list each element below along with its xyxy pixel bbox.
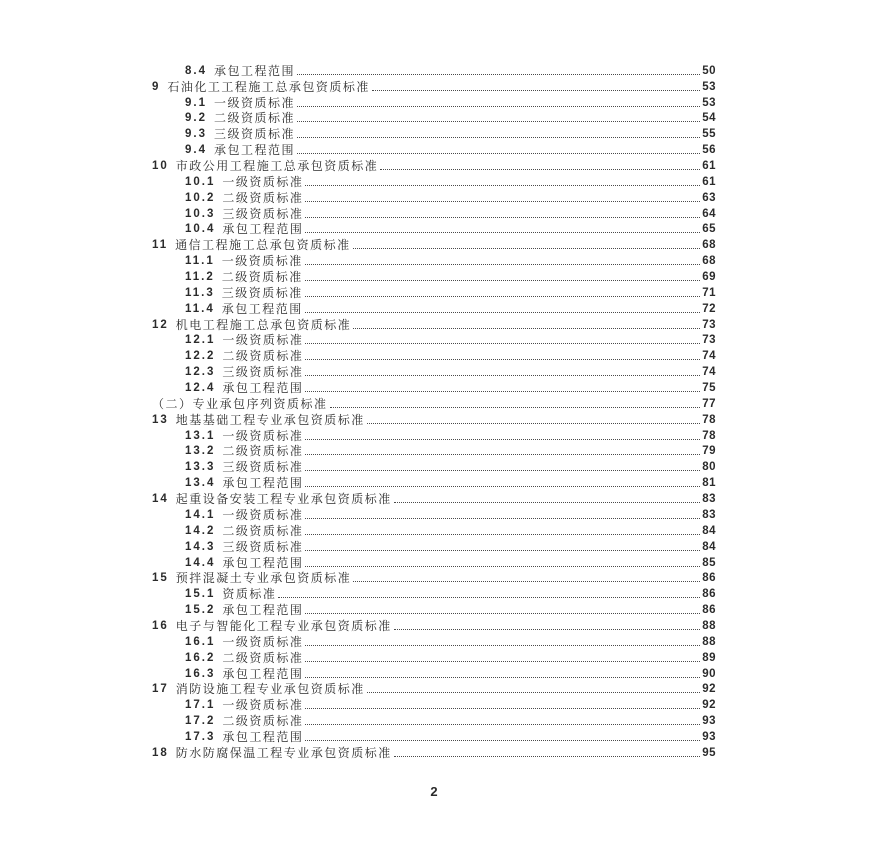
entry-title: 防水防腐保温工程专业承包资质标准 — [175, 745, 392, 760]
dotted-leader — [305, 566, 700, 567]
entry-number: 14 — [152, 493, 169, 506]
entry-number: 13.2 — [185, 445, 216, 458]
entry-number: 13.4 — [185, 477, 216, 490]
toc-entry — [152, 363, 716, 379]
entry-title: 市政公用工程施工总承包资质标准 — [175, 159, 379, 174]
entry-title: 三级资质标准 — [221, 285, 303, 300]
dotted-leader — [297, 106, 700, 107]
dotted-leader — [297, 121, 700, 122]
page-number: 2 — [430, 784, 438, 799]
entry-title: （二）专业承包序列资质标准 — [152, 396, 328, 411]
dotted-leader — [305, 550, 700, 551]
dotted-leader — [305, 312, 700, 313]
entry-page-number: 68 — [702, 239, 716, 252]
toc-entry — [152, 490, 716, 506]
entry-number: 9 — [152, 80, 161, 93]
dotted-leader — [367, 692, 700, 693]
entry-title: 承包工程范围 — [214, 143, 296, 158]
toc-entry — [152, 157, 716, 173]
dotted-leader — [305, 343, 700, 344]
dotted-leader — [305, 375, 700, 376]
entry-number: 16.3 — [185, 667, 216, 680]
dotted-leader — [394, 502, 700, 503]
entry-number: 13.1 — [185, 429, 216, 442]
toc-entry — [152, 173, 716, 189]
entry-title: 三级资质标准 — [222, 206, 304, 221]
toc-entry — [152, 332, 716, 348]
toc-entry — [152, 141, 716, 157]
toc-entry — [152, 427, 716, 443]
entry-number: 18 — [152, 746, 169, 759]
toc-entry — [152, 744, 716, 760]
dotted-leader — [305, 645, 700, 646]
entry-title: 承包工程范围 — [222, 381, 304, 396]
toc-entry — [152, 411, 716, 427]
entry-number: 11.1 — [185, 255, 215, 268]
dotted-leader — [305, 359, 700, 360]
entry-title: 三级资质标准 — [214, 127, 296, 142]
toc-entry — [152, 633, 716, 649]
entry-number: 11 — [152, 239, 169, 252]
entry-title: 二级资质标准 — [222, 444, 304, 459]
entry-title: 二级资质标准 — [222, 650, 304, 665]
entry-page-number: 72 — [702, 302, 716, 315]
dotted-leader — [394, 756, 700, 757]
entry-number: 12.3 — [185, 366, 216, 379]
entry-title: 一级资质标准 — [222, 507, 304, 522]
toc-entry — [152, 538, 716, 554]
entry-page-number: 71 — [702, 286, 716, 299]
entry-title: 电子与智能化工程专业承包资质标准 — [175, 618, 392, 633]
dotted-leader — [305, 391, 700, 392]
entry-page-number: 56 — [702, 144, 716, 157]
toc-entry — [152, 110, 716, 126]
entry-title: 一级资质标准 — [222, 174, 304, 189]
dotted-leader — [297, 137, 700, 138]
toc-entry — [152, 236, 716, 252]
entry-page-number: 79 — [702, 445, 716, 458]
entry-page-number: 83 — [702, 508, 716, 521]
dotted-leader — [297, 74, 700, 75]
toc-entry — [152, 554, 716, 570]
entry-title: 消防设施工程专业承包资质标准 — [175, 682, 365, 697]
dotted-leader — [305, 280, 700, 281]
entry-number: 11.2 — [185, 271, 215, 284]
dotted-leader — [367, 423, 700, 424]
entry-number: 14.1 — [185, 508, 216, 521]
entry-page-number: 80 — [702, 461, 716, 474]
dotted-leader — [394, 629, 700, 630]
entry-number: 11.3 — [185, 286, 215, 299]
dotted-leader — [353, 581, 700, 582]
entry-title: 承包工程范围 — [222, 729, 304, 744]
dotted-leader — [353, 328, 700, 329]
toc-entry — [152, 522, 716, 538]
entry-page-number: 61 — [702, 175, 716, 188]
dotted-leader — [330, 407, 701, 408]
entry-number: 17.3 — [185, 730, 216, 743]
toc-entry — [152, 62, 716, 78]
dotted-leader — [380, 169, 700, 170]
dotted-leader — [305, 185, 700, 186]
entry-page-number: 75 — [702, 382, 716, 395]
entry-title: 石油化工工程施工总承包资质标准 — [167, 79, 370, 94]
toc-entry — [152, 268, 716, 284]
toc-entry — [152, 617, 716, 633]
dotted-leader — [305, 217, 700, 218]
entry-page-number: 81 — [702, 477, 716, 490]
entry-number: 10 — [152, 160, 169, 173]
entry-number: 15 — [152, 572, 169, 585]
dotted-leader — [278, 597, 700, 598]
entry-title: 二级资质标准 — [214, 111, 296, 126]
entry-page-number: 54 — [702, 112, 716, 125]
dotted-leader — [305, 518, 700, 519]
entry-title: 二级资质标准 — [222, 523, 304, 538]
entry-number: 16.1 — [185, 635, 216, 648]
entry-page-number: 73 — [702, 334, 716, 347]
entry-title: 资质标准 — [222, 587, 277, 602]
entry-number: 16 — [152, 619, 169, 632]
toc-entry — [152, 601, 716, 617]
entry-title: 一级资质标准 — [214, 95, 296, 110]
entry-page-number: 93 — [702, 730, 716, 743]
entry-number: 9.2 — [185, 112, 207, 125]
entry-title: 通信工程施工总承包资质标准 — [175, 238, 351, 253]
entry-number: 17 — [152, 683, 169, 696]
entry-number: 15.2 — [185, 604, 216, 617]
dotted-leader — [305, 439, 700, 440]
entry-title: 预拌混凝土专业承包资质标准 — [175, 571, 352, 586]
toc-entry — [152, 681, 716, 697]
entry-page-number: 84 — [702, 540, 716, 553]
entry-number: 10.4 — [185, 223, 216, 236]
dotted-leader — [305, 613, 700, 614]
entry-title: 承包工程范围 — [221, 301, 303, 316]
dotted-leader — [305, 454, 700, 455]
entry-page-number: 92 — [702, 699, 716, 712]
entry-number: 12 — [152, 318, 169, 331]
entry-title: 一级资质标准 — [221, 254, 303, 269]
entry-title: 承包工程范围 — [214, 63, 296, 78]
entry-title: 三级资质标准 — [222, 539, 304, 554]
entry-title: 承包工程范围 — [222, 555, 304, 570]
entry-title: 地基基础工程专业承包资质标准 — [175, 412, 365, 427]
toc-entry — [152, 221, 716, 237]
toc-entry — [152, 649, 716, 665]
entry-number: 12.4 — [185, 382, 216, 395]
dotted-leader — [305, 708, 700, 709]
entry-title: 一级资质标准 — [222, 428, 304, 443]
entry-title: 三级资质标准 — [222, 365, 304, 380]
entry-number: 16.2 — [185, 651, 216, 664]
entry-page-number: 92 — [702, 683, 716, 696]
entry-page-number: 65 — [702, 223, 716, 236]
entry-page-number: 83 — [702, 493, 716, 506]
entry-number: 12.1 — [185, 334, 216, 347]
dotted-leader — [305, 740, 700, 741]
toc-entry — [152, 665, 716, 681]
entry-title: 机电工程施工总承包资质标准 — [175, 317, 352, 332]
toc-entry — [152, 347, 716, 363]
dotted-leader — [372, 90, 700, 91]
entry-page-number: 50 — [702, 64, 716, 77]
entry-page-number: 77 — [702, 397, 716, 410]
entry-page-number: 69 — [702, 271, 716, 284]
dotted-leader — [305, 470, 700, 471]
entry-number: 14.2 — [185, 524, 216, 537]
dotted-leader — [297, 153, 700, 154]
entry-page-number: 53 — [702, 96, 716, 109]
entry-title: 承包工程范围 — [222, 603, 304, 618]
toc-entry — [152, 316, 716, 332]
entry-number: 11.4 — [185, 302, 215, 315]
entry-page-number: 73 — [702, 318, 716, 331]
toc-entry — [152, 506, 716, 522]
entry-number: 13.3 — [185, 461, 216, 474]
entry-page-number: 89 — [702, 651, 716, 664]
dotted-leader — [305, 661, 700, 662]
table-of-contents — [152, 62, 716, 760]
entry-title: 一级资质标准 — [222, 634, 304, 649]
entry-title: 承包工程范围 — [222, 222, 304, 237]
entry-number: 8.4 — [185, 64, 207, 77]
entry-page-number: 86 — [702, 572, 716, 585]
entry-title: 二级资质标准 — [221, 270, 303, 285]
toc-entry — [152, 252, 716, 268]
entry-number: 10.1 — [185, 175, 216, 188]
toc-entry — [152, 94, 716, 110]
entry-number: 17.1 — [185, 699, 216, 712]
entry-title: 起重设备安装工程专业承包资质标准 — [175, 492, 392, 507]
toc-entry — [152, 395, 716, 411]
entry-page-number: 88 — [702, 635, 716, 648]
entry-page-number: 64 — [702, 207, 716, 220]
entry-title: 三级资质标准 — [222, 460, 304, 475]
toc-entry — [152, 712, 716, 728]
entry-page-number: 74 — [702, 366, 716, 379]
entry-title: 二级资质标准 — [222, 714, 304, 729]
entry-page-number: 63 — [702, 191, 716, 204]
entry-number: 13 — [152, 413, 169, 426]
entry-number: 14.4 — [185, 556, 216, 569]
entry-number: 9.3 — [185, 128, 207, 141]
entry-page-number: 84 — [702, 524, 716, 537]
entry-title: 一级资质标准 — [222, 698, 304, 713]
toc-entry — [152, 570, 716, 586]
entry-page-number: 88 — [702, 619, 716, 632]
entry-number: 17.2 — [185, 715, 216, 728]
entry-number: 14.3 — [185, 540, 216, 553]
entry-page-number: 78 — [702, 413, 716, 426]
entry-title: 一级资质标准 — [222, 333, 304, 348]
toc-entry — [152, 379, 716, 395]
entry-page-number: 86 — [702, 604, 716, 617]
entry-page-number: 95 — [702, 746, 716, 759]
dotted-leader — [305, 486, 700, 487]
entry-page-number: 93 — [702, 715, 716, 728]
entry-title: 二级资质标准 — [222, 190, 304, 205]
toc-entry — [152, 458, 716, 474]
entry-page-number: 53 — [702, 80, 716, 93]
toc-entry — [152, 189, 716, 205]
dotted-leader — [305, 264, 700, 265]
entry-title: 承包工程范围 — [222, 476, 304, 491]
entry-number: 9.1 — [185, 96, 207, 109]
entry-page-number: 78 — [702, 429, 716, 442]
dotted-leader — [305, 296, 700, 297]
entry-page-number: 74 — [702, 350, 716, 363]
toc-entry — [152, 125, 716, 141]
entry-page-number: 68 — [702, 255, 716, 268]
dotted-leader — [353, 248, 701, 249]
toc-entry — [152, 284, 716, 300]
entry-page-number: 61 — [702, 160, 716, 173]
entry-number: 10.3 — [185, 207, 216, 220]
entry-page-number: 55 — [702, 128, 716, 141]
toc-entry — [152, 78, 716, 94]
dotted-leader — [305, 201, 700, 202]
toc-entry — [152, 696, 716, 712]
entry-title: 二级资质标准 — [222, 349, 304, 364]
entry-number: 12.2 — [185, 350, 216, 363]
toc-entry — [152, 205, 716, 221]
toc-entry — [152, 728, 716, 744]
dotted-leader — [305, 232, 700, 233]
toc-entry — [152, 585, 716, 601]
toc-entry — [152, 443, 716, 459]
dotted-leader — [305, 724, 700, 725]
entry-title: 承包工程范围 — [222, 666, 304, 681]
entry-number: 9.4 — [185, 144, 207, 157]
dotted-leader — [305, 534, 700, 535]
entry-page-number: 90 — [702, 667, 716, 680]
entry-number: 10.2 — [185, 191, 216, 204]
entry-page-number: 85 — [702, 556, 716, 569]
entry-number: 15.1 — [185, 588, 216, 601]
dotted-leader — [305, 677, 700, 678]
entry-page-number: 86 — [702, 588, 716, 601]
toc-entry — [152, 474, 716, 490]
toc-entry — [152, 300, 716, 316]
